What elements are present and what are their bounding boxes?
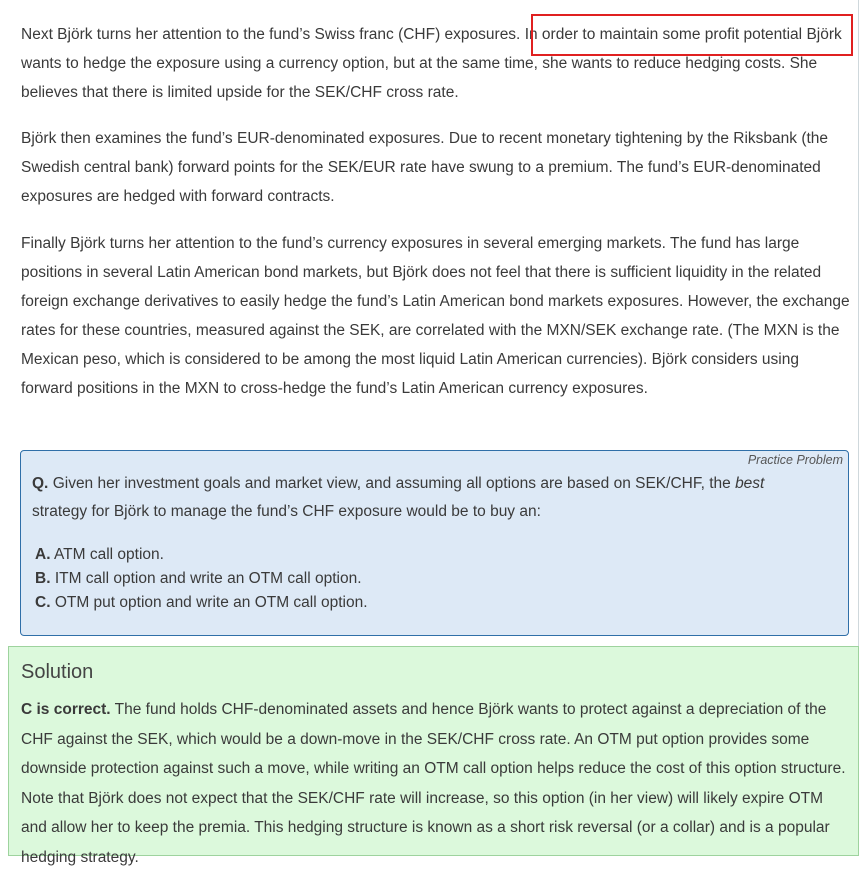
option-text: ATM call option. [53,546,164,563]
option-letter: C. [35,594,51,611]
option-letter: A. [35,546,51,563]
red-annotation-box [531,14,853,56]
practice-problem-tag: Practice Problem [747,453,843,467]
passage-p1-highlight: In order to maintain some profit potential [524,26,803,43]
solution-panel [8,646,859,866]
passage-paragraph-emerging: Finally Björk turns her attention to the fund’s currency exposures in several emerging markets. The fund has large positions in several Latin American bond markets, but Björk does not feel that there is sufficient liquidity in the related foreign exchange derivatives to easily hedge the fund’s Latin American bond markets exposures. However, the exchange rates for these countries, measured against the SEK, are correlated with the MXN/SEK exchange rate. (The MXN is the Mexican peso, which is considered to be among the most liquid Latin American currencies). Björk considers using forward positions in the MXN to cross-hedge the fund’s Latin American currency exposures. [21,235,850,397]
option-text: ITM call option and write an OTM call option. [54,570,362,587]
solution-lead: C is correct. [21,701,111,718]
solution-text [21,695,851,872]
solution-title: Solution [21,661,94,683]
question-emphasis: best [735,475,765,492]
option-letter: B. [35,570,51,587]
passage-paragraph-eur: Björk then examines the fund’s EUR-denominated exposures. Due to recent monetary tightening by the Riksbank (the Swedish central bank) forward points for the SEK/EUR rate have swung to a premium. The fund’s EUR-denominated exposures are hedged with forward contracts. [21,130,829,205]
solution-body: The fund holds CHF-denominated assets and hence Björk wants to protect against a depreciation of the CHF against the SEK, which would be a down-move in the SEK/CHF cross rate. An OTM put option provides some downside protection against such a move, while writing an OTM call option helps reduce the cost of this option structure. Note that Björk does not expect that the SEK/CHF rate will increase, so this option (in her view) will likely expire OTM and allow her to keep the premia. This hedging structure is known as a short risk reversal (or a collar) and is a popular hedging strategy. [21,701,846,866]
option-text: OTM put option and write an OTM call option. [54,594,368,611]
question-label: Q. [32,475,49,492]
passage-p1-after: Björk wants to hedge the exposure using a currency option, but at the same time, she wants to reduce hedging costs. She believes that there is limited upside for the SEK/CHF cross rate. [21,26,842,101]
option-c[interactable] [35,591,368,615]
option-a[interactable] [35,543,368,567]
question-text [32,470,822,526]
question-part-1: Given her investment goals and market view, and assuming all options are based on SEK/CHF, the [52,475,731,492]
option-b[interactable] [35,567,368,591]
passage-p1-before: Next Björk turns her attention to the fund’s Swiss franc (CHF) exposures. [21,26,521,43]
question-part-2: strategy for Björk to manage the fund’s CHF exposure would be to buy an: [32,503,541,520]
practice-problem-box [20,450,849,636]
answer-options [35,543,368,615]
